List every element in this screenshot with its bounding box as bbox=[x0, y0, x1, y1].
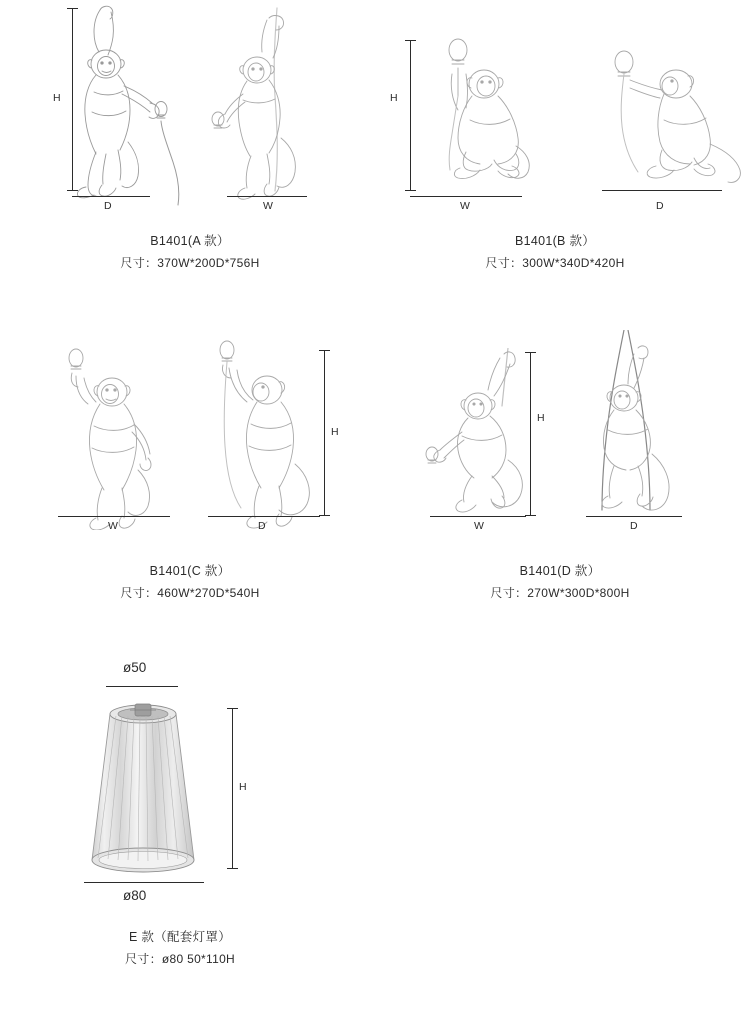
product-block-b bbox=[380, 0, 730, 274]
dimension-cap-h-bottom-c bbox=[319, 515, 330, 516]
dimension-line-w-d bbox=[430, 516, 526, 517]
product-name-e: E 款（配套灯罩） bbox=[128, 930, 231, 944]
monkey-drawing-a-side bbox=[58, 2, 188, 207]
dimension-cap-h-bottom-b bbox=[405, 190, 416, 191]
dimension-cap-h-bottom-d bbox=[525, 515, 536, 516]
dimension-line-d-a bbox=[72, 196, 150, 197]
dimension-cap-h-bottom-a bbox=[67, 190, 78, 191]
dimension-line-w-a bbox=[227, 196, 307, 197]
caption-d bbox=[390, 560, 730, 604]
monkey-drawing-b-front bbox=[428, 34, 558, 189]
dimension-label-d-c: D bbox=[258, 520, 266, 532]
caption-b bbox=[380, 230, 730, 274]
lamp-shade-drawing bbox=[78, 698, 208, 888]
dimension-line-h-e bbox=[232, 708, 233, 868]
dimension-cap-h-top-d bbox=[525, 352, 536, 353]
shade-bottom-diameter-label: ø80 bbox=[123, 888, 147, 903]
dimension-cap-h-top-a bbox=[67, 8, 78, 9]
dimension-label-h-a: H bbox=[53, 92, 61, 104]
product-size-b: 尺寸：300W*340D*420H bbox=[485, 255, 625, 270]
monkey-drawing-b-side bbox=[600, 34, 750, 189]
product-block-a bbox=[20, 0, 360, 274]
dimension-cap-h-top-e bbox=[227, 708, 238, 709]
dimension-line-h-c bbox=[324, 350, 325, 515]
dimension-line-d-b bbox=[602, 190, 722, 191]
dimension-line-top-e bbox=[106, 686, 178, 687]
dimension-label-h-d: H bbox=[537, 412, 545, 424]
figure-area-e bbox=[20, 650, 340, 920]
dimension-line-bottom-e bbox=[84, 882, 204, 883]
figure-area-c bbox=[20, 330, 360, 560]
dimension-line-d-c bbox=[208, 516, 320, 517]
figure-area-d bbox=[390, 330, 730, 560]
product-name-b: B1401(B 款） bbox=[514, 234, 596, 248]
dimension-cap-h-top-c bbox=[319, 350, 330, 351]
monkey-drawing-c-front bbox=[50, 340, 180, 530]
monkey-drawing-d-side bbox=[568, 330, 698, 525]
dimension-label-h-b: H bbox=[390, 92, 398, 104]
dimension-label-h-c: H bbox=[331, 426, 339, 438]
caption-c bbox=[20, 560, 360, 604]
dimension-line-w-c bbox=[58, 516, 170, 517]
dimension-label-d-d: D bbox=[630, 520, 638, 532]
shade-top-diameter-label: ø50 bbox=[123, 660, 147, 675]
dimension-line-h-b bbox=[410, 40, 411, 190]
monkey-drawing-c-side bbox=[205, 336, 335, 531]
dimension-label-w-d: W bbox=[474, 520, 484, 532]
dimension-label-w-c: W bbox=[108, 520, 118, 532]
dimension-cap-h-top-b bbox=[405, 40, 416, 41]
monkey-drawing-a-front bbox=[205, 6, 335, 206]
dimension-cap-h-bottom-e bbox=[227, 868, 238, 869]
product-name-a: B1401(A 款） bbox=[150, 234, 230, 248]
dimension-label-d-b: D bbox=[656, 200, 664, 212]
product-size-a: 尺寸：370W*200D*756H bbox=[120, 255, 260, 270]
caption-a bbox=[20, 230, 360, 274]
dimension-line-w-b bbox=[410, 196, 522, 197]
dimension-line-h-a bbox=[72, 8, 73, 190]
product-block-d bbox=[390, 330, 730, 604]
figure-area-b bbox=[380, 0, 730, 230]
dimension-line-d-d bbox=[586, 516, 682, 517]
product-size-d: 尺寸：270W*300D*800H bbox=[490, 585, 630, 600]
product-name-c: B1401(C 款） bbox=[149, 564, 231, 578]
dimension-label-w-b: W bbox=[460, 200, 470, 212]
product-size-c: 尺寸：460W*270D*540H bbox=[120, 585, 260, 600]
figure-area-a bbox=[20, 0, 360, 230]
product-block-e bbox=[20, 650, 340, 970]
dimension-line-h-d bbox=[530, 352, 531, 515]
product-size-e: 尺寸：ø80 50*110H bbox=[124, 951, 236, 966]
dimension-label-h-e: H bbox=[239, 781, 247, 793]
product-block-c bbox=[20, 330, 360, 604]
product-name-d: B1401(D 款） bbox=[519, 564, 601, 578]
dimension-label-d-a: D bbox=[104, 200, 112, 212]
caption-e bbox=[20, 926, 340, 970]
dimension-label-w-a: W bbox=[263, 200, 273, 212]
